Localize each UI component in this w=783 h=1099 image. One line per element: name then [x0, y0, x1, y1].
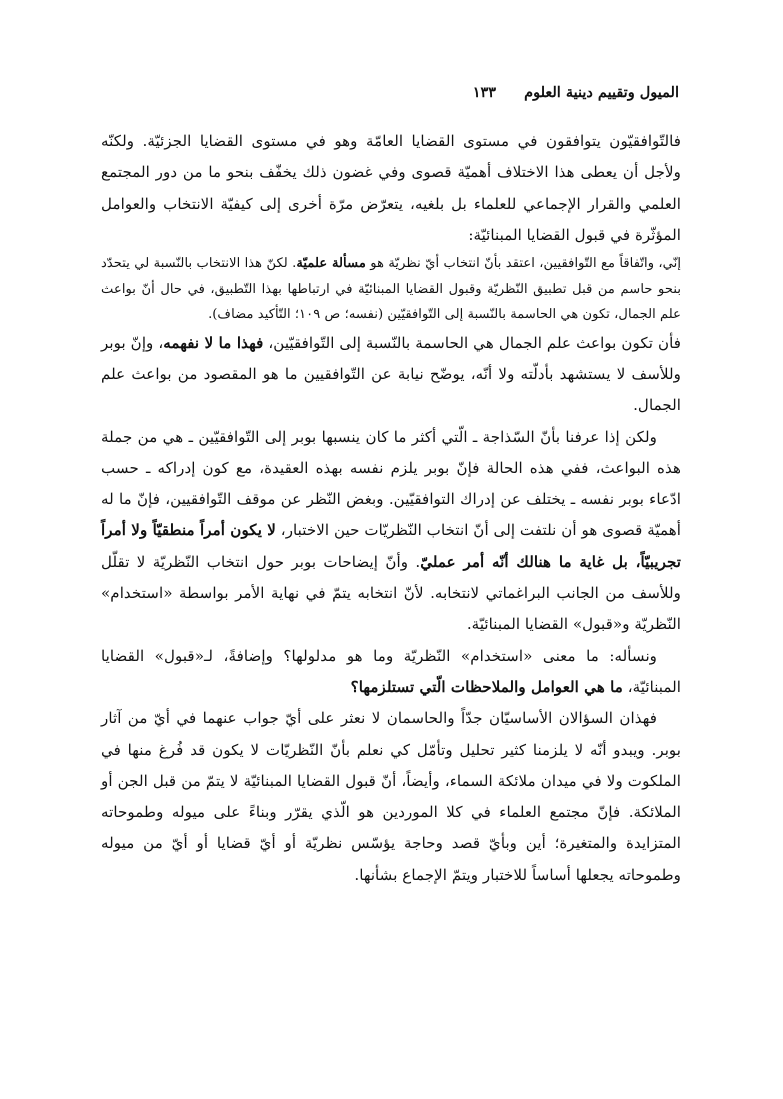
p3-text-a: ولكن إذا عرفنا بأنّ السّذاجة ـ الّتي أكثر ما كان ينسبها بوبر إلى التّوافقيّين ـ هي من جملة هذه البواعث، ففي هذه الحالة فإنّ بوبر يلزم نفسه بهذه العقيدة، مع كون إدراكه ـ حسب ادّعاء بوبر نفسه ـ يختلف عن إدراك التوافقيّين. وبغض النّظر عن موقف التّوافقيين، فإنّ ما له أهميّة قصوى هو أن نلتفت إلى أنّ انتخاب النّظريّات حين الاختبار، — [101, 427, 681, 540]
p3-text-b: . وأنّ إيضاحات بوبر حول انتخاب النّظريّة لا تقلّل وللأسف من الجانب البراغماتي لانتخابه. لأنّ انتخابه يتمّ في نهاية الأمر بواسطة «استخدام» النّظريّة و«قبول» القضايا المبنائيّة. — [101, 552, 681, 634]
quote-emphasis: مسألة علميّة — [296, 256, 366, 272]
paragraph-5: فهذان السؤالان الأساسيّان جدّاً والحاسمان لا نعثر على أيّ جواب عنهما في أيّ من آثار بوبر. ويبدو أنّه لا يلزمنا كثير تحليل وتأمّل كي نعلم بأنّ النّظريّات لا يكون قد فُرغ منها في الملكوت ولا في ميدان ملائكة السماء، وأيضاً، أنّ قبول القضايا المبنائيّة لا يتمّ من قبل الجن أو الملائكة. فإنّ مجتمع العلماء في كلا الموردين هو الّذي يقرّر وبناءً على ميوله وطموحاته المتزايدة والمتغيرة؛ أين وبأيّ قصد وحاجة يؤسّس نظريّة أو أيّ قضايا أو أيّ من ميوله وطموحاته يجعلها أساساً للاختبار ويتمّ الإجماع بشأنها. — [101, 709, 681, 884]
header-title: الميول وتقييم دينية العلوم — [524, 83, 679, 101]
p2-text-b: ، وإنّ بوبر وللأسف لا يستشهد بأدلّته ولا أنّه، يوضّح نيابة عن التّوافقيين ما هو المقصود من بواعث علم الجمال. — [101, 333, 681, 415]
p4-emphasis: ما هي العوامل والملاحظات الّتي تستلزمها؟ — [350, 677, 623, 696]
block-quote — [101, 251, 681, 328]
page-number: ١٣٣ — [472, 83, 497, 101]
quote-text-a: إنّي، واتّفاقاً مع التّوافقيين، اعتقد بأنّ انتخاب أيّ نظريّة هو — [370, 256, 681, 272]
p4-text-a: ونسأله: ما معنى «استخدام» النّظريّة وما هو مدلولها؟ وإضافةً، لـ«قبول» القضايا المبنائيّة، — [101, 646, 681, 696]
quote-text-b: . لكنّ هذا الانتخاب بالنّسبة لي يتحدّد بنحو حاسم من قبل تطبيق النّظريّة وقبول القضايا المبنائيّة في ارتباطها بهذا التّطبيق، في حال أنّ بواعث علم الجمال، تكون هي الحاسمة بالنّسبة إلى التّوافقيّين (نفسه؛ ص ١٠٩؛ التّأكيد مضاف). — [101, 256, 681, 323]
paragraph-1: فالتّوافقيّون يتوافقون في مستوى القضايا العامّة وهو في مستوى القضايا الجزئيّة. ولكنّه ولأجل أن يعطى هذا الاختلاف أهميّة قصوى وفي غضون ذلك يخفّف بنحو ما من دور المجتمع العلمي والقرار الإجماعي للعلماء بل بلغيه، يتعرّض مرّة أخرى إلى كيفيّة الانتخاب والعوامل المؤثّرة في قبول القضايا المبنائيّة: — [101, 132, 681, 244]
p2-text-a: فأن تكون بواعث علم الجمال هي الحاسمة بالنّسبة إلى التّوافقيّين، — [268, 333, 682, 352]
body-text — [101, 126, 681, 891]
p2-emphasis: فهذا ما لا نفهمه — [163, 333, 264, 352]
running-header — [104, 82, 679, 102]
paragraph-2 — [101, 328, 681, 422]
p3-emphasis: لا يكون أمراً منطقيّاً ولا أمراً تجريبيّاً، بل غاية ما هنالك أنّه أمر عمليّ — [101, 521, 681, 571]
paragraph-4 — [101, 641, 681, 704]
paragraph-3 — [101, 422, 681, 641]
